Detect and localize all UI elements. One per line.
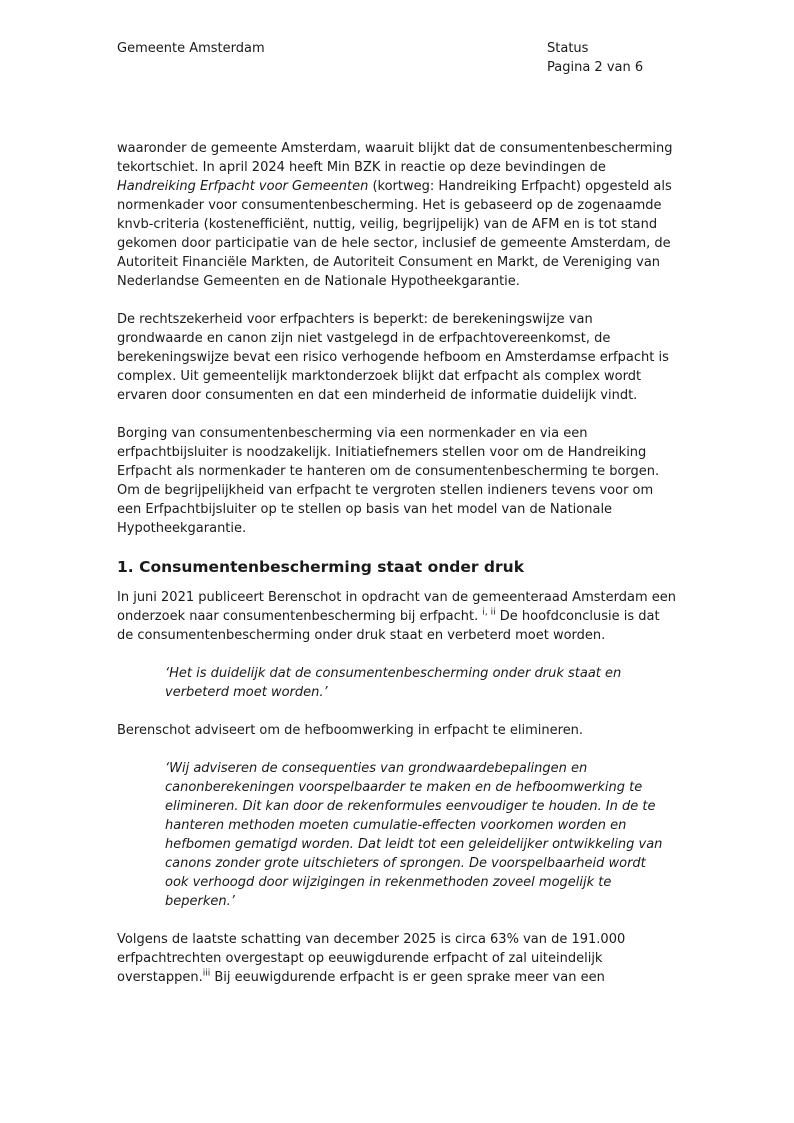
paragraph-berenschot-research	[117, 588, 679, 645]
document-body	[117, 139, 679, 1006]
header-organization: Gemeente Amsterdam	[117, 41, 265, 56]
text-run: waaronder de gemeente Amsterdam, waaruit blijkt dat de consumentenbescherming tekortschiet. In april 2024 heeft Min BZK in reactie op deze bevindingen de	[117, 141, 673, 175]
paragraph-estimate-2025	[117, 930, 679, 987]
footnote-reference-i-ii: i, ii	[482, 607, 496, 618]
paragraph-borging: Borging van consumentenbescherming via een normenkader en via een erfpachtbijsluiter is noodzakelijk. Initiatiefnemers stellen voor om de Handreiking Erfpacht als normenkader te hanteren om de consumentenbescherming te borgen. Om de begrijpelijkheid van erfpacht te vergroten stellen indieners tevens voor om een Erfpachtbijsluiter op te stellen op basis van het model van de Nationale Hypotheekgarantie.	[117, 426, 660, 536]
footnote-reference-iii: iii	[202, 968, 211, 979]
section-1-heading: 1. Consumentenbescherming staat onder druk	[117, 558, 525, 576]
text-run: De hoofdconclusie is dat de consumentenbescherming onder druk staat en verbeterd moet worden.	[117, 609, 660, 643]
paragraph-berenschot-advice-intro: Berenschot adviseert om de hefboomwerking in erfpacht te elimineren.	[117, 723, 584, 738]
paragraph-legal-certainty: De rechtszekerheid voor erfpachters is beperkt: de berekeningswijze van grondwaarde en canon zijn niet vastgelegd in de erfpachtovereenkomst, de berekeningswijze bevat een risico verhogende hefboom en Amsterdamse erfpacht is complex. Uit gemeentelijk marktonderzoek blijkt dat erfpacht als complex wordt ervaren door consumenten en dat een minderheid de informatie duidelijk vindt.	[117, 312, 669, 403]
italic-report-title: Handreiking Erfpacht voor Gemeenten	[117, 179, 369, 194]
header-page-indicator: Pagina 2 van 6	[547, 60, 644, 75]
blockquote-conclusion: ‘Het is duidelijk dat de consumentenbescherming onder druk staat en verbeterd moet worden.’	[165, 666, 622, 700]
header-status-label: Status	[547, 41, 589, 56]
blockquote-advice: ‘Wij adviseren de consequenties van grondwaardebepalingen en canonberekeningen voorspelbaarder te maken en de hefboomwerking te elimineren. Dit kan door de rekenformules eenvoudiger te houden. In de te hanteren methoden moeten cumulatie-effecten voorkomen worden en hefbomen gematigd worden. Dat leidt tot een geleidelijker ontwikkeling van canons zonder grote uitschieters of sprongen. De voorspelbaarheid wordt ook verhoogd door wijzigingen in rekenmethoden zoveel mogelijk te beperken.’	[165, 761, 663, 909]
page-header-right	[547, 39, 643, 77]
paragraph-intro-findings	[117, 139, 679, 291]
text-run: (kortweg: Handreiking Erfpacht) opgesteld als normenkader voor consumentenbescherming. Het is gebaseerd op de zogenaamde knvb-criteria (kostenefficiënt, nuttig, veilig, begrijpelijk) van de AFM en is tot stand gekomen door participatie van de hele sector, inclusief de gemeente Amsterdam, de Autoriteit Financiële Markten, de Autoriteit Consument en Markt, de Vereniging van Nederlandse Gemeenten en de Nationale Hypotheekgarantie.	[117, 179, 672, 289]
text-run: In juni 2021 publiceert Berenschot in opdracht van de gemeenteraad Amsterdam een onderzoek naar consumentenbescherming bij erfpacht.	[117, 590, 676, 624]
text-run: Volgens de laatste schatting van december 2025 is circa 63% van de 191.000 erfpachtrechten overgestapt op eeuwigdurende erfpacht of zal uiteindelijk overstappen.	[117, 932, 626, 985]
text-run: Bij eeuwigdurende erfpacht is er geen sprake meer van een	[210, 970, 605, 985]
